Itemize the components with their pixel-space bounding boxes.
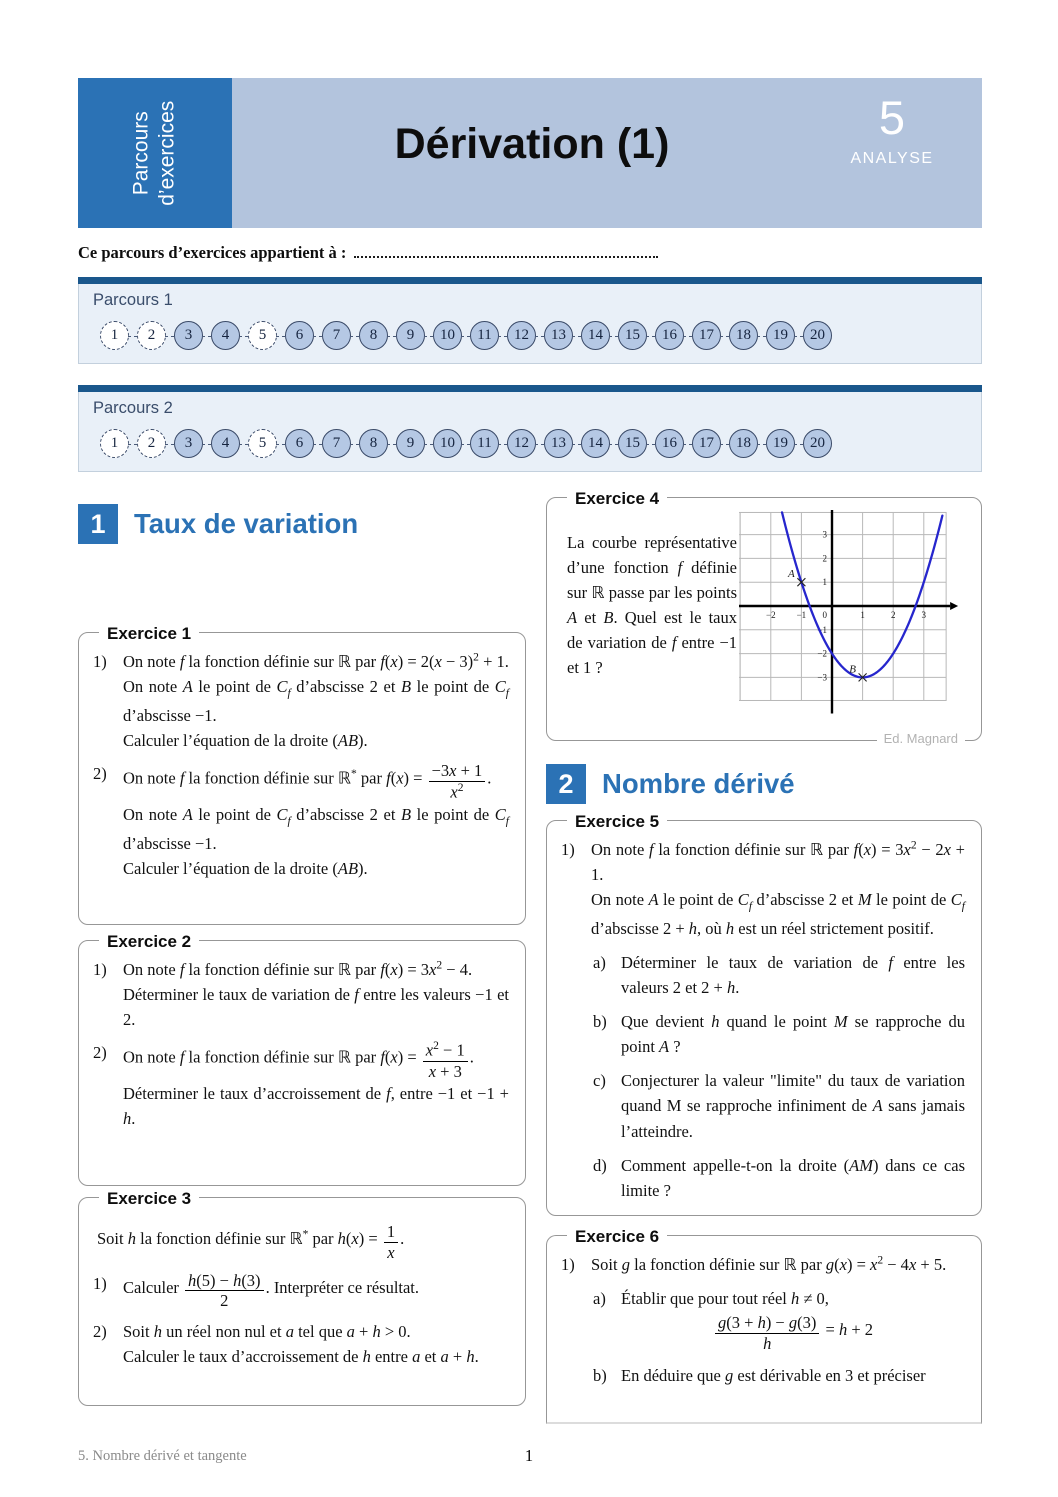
exercise-6-box: [546, 1227, 982, 1424]
exercise-3-box: [78, 1189, 526, 1406]
paragraph: Calculer le taux d’accroissement de h entre a et a + h.: [123, 1347, 479, 1367]
paragraph: Que devient h quand le point M se rapproche du point A ?: [621, 1012, 965, 1057]
svg-text:−3: −3: [817, 672, 827, 683]
svg-text:2: 2: [890, 610, 896, 620]
display-equation: $\frac{g(3 + h) - g(3)}{h}$ = h + 2: [621, 1313, 965, 1354]
paragraph: Établir que pour tout réel h ≠ 0,: [621, 1289, 829, 1309]
svg-text:−2: −2: [817, 648, 827, 659]
belongs-line: [78, 243, 658, 263]
exercise-3-item-1: [93, 1271, 509, 1312]
parcours-step-4: 4: [211, 429, 240, 458]
exercise-2-item-2: [93, 1040, 509, 1131]
parcours-step-11: 11: [470, 321, 499, 350]
item-marker: 1): [93, 1273, 107, 1293]
parcours-step-18: 18: [729, 429, 758, 458]
parcours-step-17: 17: [692, 429, 721, 458]
item-marker: 1): [561, 840, 575, 859]
exercise-4-box: [546, 489, 982, 747]
parcours-1-steps: [100, 321, 832, 350]
publisher-credit: Ed. Magnard: [877, 729, 965, 749]
parcours-step-11: 11: [470, 429, 499, 458]
parcours-step-3: 3: [174, 429, 203, 458]
parcours-step-14: 14: [581, 321, 610, 350]
paragraph: On note A le point de $C_f$ d’abscisse 2 et B le point de $C_f$ d’abscisse −1.: [123, 677, 509, 725]
parcours-step-13: 13: [544, 321, 573, 350]
exercise-3-item-2: [93, 1319, 509, 1369]
exercise-2-item-1: [93, 957, 509, 1032]
section-2-heading: [546, 764, 795, 804]
parcours-step-1: 1: [100, 429, 129, 458]
item-marker: 2): [93, 1322, 107, 1342]
parcours-step-3: 3: [174, 321, 203, 350]
svg-text:B: B: [849, 663, 856, 676]
sub-marker: a): [593, 1289, 606, 1309]
sub-marker: c): [593, 1071, 606, 1091]
section-2-number: 2: [546, 764, 586, 804]
svg-text:−1: −1: [817, 624, 827, 635]
paragraph: Calculer l’équation de la droite (AB).: [123, 859, 368, 879]
exercise-4-text: La courbe représentative d’une fonction f définie sur ℝ passe par les points A et B. Quel est le taux de variation de f entre −1 et 1 ?: [567, 533, 737, 678]
parcours-step-14: 14: [581, 429, 610, 458]
section-1-number: 1: [78, 504, 118, 544]
svg-text:−2: −2: [766, 610, 776, 620]
item-marker: 1): [561, 1255, 575, 1274]
parcours-step-20: 20: [803, 321, 832, 350]
paragraph: On note f la fonction définie sur ℝ par $f(x) = 3x^2 - 4$.: [123, 959, 473, 979]
item-marker: 2): [93, 764, 107, 784]
paragraph: On note f la fonction définie sur ℝ par $f(x) = 2(x - 3)^2 + 1$.: [123, 651, 509, 671]
sub-marker: a): [593, 953, 606, 973]
parcours-step-13: 13: [544, 429, 573, 458]
header-banner: [232, 78, 982, 228]
exercise-1-label: Exercice 1: [99, 621, 199, 647]
paragraph: Déterminer le taux d’accroissement de f, entre −1 et −1 + h.: [123, 1084, 509, 1129]
parcours-step-9: 9: [396, 321, 425, 350]
parcours-step-6: 6: [285, 321, 314, 350]
exercise-2-label: Exercice 2: [99, 929, 199, 955]
footer-section-title: 5. Nombre dérivé et tangente: [78, 1448, 247, 1464]
paragraph: Soit h un réel non nul et a tel que a + h > 0.: [123, 1322, 411, 1342]
chapter-number: 5: [878, 91, 906, 144]
paragraph: Déterminer le taux de variation de f entre les valeurs −1 et 2.: [123, 985, 509, 1030]
parcours-step-2: 2: [137, 429, 166, 458]
exercise-4-label: Exercice 4: [567, 486, 667, 512]
exercise-6-item-1: [561, 1252, 965, 1277]
name-fill-in-line: [354, 243, 658, 258]
svg-text:3: 3: [921, 610, 927, 620]
parcours-step-7: 7: [322, 429, 351, 458]
svg-text:3: 3: [822, 529, 827, 540]
parcours-step-19: 19: [766, 429, 795, 458]
parcours-2-top-bar: [78, 385, 982, 392]
parcours-step-8: 8: [359, 321, 388, 350]
svg-text:2: 2: [822, 553, 827, 564]
section-2-title: Nombre dérivé: [602, 768, 795, 799]
exercise-5-sub-c: [593, 1068, 965, 1143]
exercise-6-sub-a: [593, 1286, 965, 1354]
belongs-label: Ce parcours d’exercices appartient à :: [78, 243, 347, 262]
exercise-5-item-1: [561, 837, 965, 941]
parcours-step-10: 10: [433, 429, 462, 458]
parcours-step-4: 4: [211, 321, 240, 350]
exercise-3-label: Exercice 3: [99, 1186, 199, 1212]
svg-text:1: 1: [860, 610, 865, 620]
parcours-step-5: 5: [248, 321, 277, 350]
exercise-1-item-1: [93, 649, 509, 753]
svg-text:0: 0: [822, 610, 827, 620]
paragraph: Comment appelle-t-on la droite (AM) dans ce cas limite ?: [621, 1155, 965, 1200]
side-label-line2: d’exercices: [155, 100, 179, 206]
parcours-step-6: 6: [285, 429, 314, 458]
parcours-step-19: 19: [766, 321, 795, 350]
paragraph: Calculer $\frac{h(5) - h(3)}{2}$ . Interpréter ce résultat.: [123, 1270, 420, 1311]
paragraph: En déduire que g est dérivable en 3 et préciser: [621, 1365, 926, 1385]
sub-marker: b): [593, 1012, 607, 1032]
paragraph: Calculer l’équation de la droite (AB).: [123, 731, 368, 750]
function-graph: [739, 510, 971, 724]
exercise-5-sub-b: [593, 1009, 965, 1059]
item-marker: 1): [93, 960, 107, 979]
header-side-box: [78, 78, 232, 228]
parcours-1-label: Parcours 1: [93, 291, 173, 309]
parcours-step-9: 9: [396, 429, 425, 458]
parcours-step-1: 1: [100, 321, 129, 350]
parcours-step-15: 15: [618, 429, 647, 458]
parcours-step-18: 18: [729, 321, 758, 350]
parcours-step-16: 16: [655, 321, 684, 350]
parcours-step-10: 10: [433, 321, 462, 350]
parcours-step-17: 17: [692, 321, 721, 350]
page-number: 1: [524, 1446, 534, 1465]
svg-text:−1: −1: [796, 610, 807, 620]
paragraph: On note f la fonction définie sur ℝ par $f(x) = 3x^2 - 2x + 1$.: [591, 839, 965, 885]
parcours-step-7: 7: [322, 321, 351, 350]
parcours-step-5: 5: [248, 429, 277, 458]
exercise-1-item-2: [93, 761, 509, 881]
parcours-step-20: 20: [803, 429, 832, 458]
parcours-2-box: [78, 385, 982, 472]
chapter-domain: ANALYSE: [850, 150, 934, 167]
exercise-5-sub-a: [593, 950, 965, 1000]
page-title: Dérivation (1): [394, 120, 670, 168]
parcours-step-12: 12: [507, 429, 536, 458]
parcours-1-box: [78, 277, 982, 364]
exercise-5-sub-d: [593, 1153, 965, 1203]
parcours-step-12: 12: [507, 321, 536, 350]
paragraph: Conjecturer la valeur "limite" du taux de variation quand M se rapproche infiniment de A sans jamais l’atteindre.: [621, 1071, 965, 1141]
section-1-heading: [78, 504, 358, 544]
paragraph: On note f la fonction définie sur ℝ par f(x) = $\frac{x^2 - 1}{x + 3}$ .: [123, 1040, 474, 1081]
exercise-6-sub-b: [593, 1363, 965, 1388]
exercise-6-label: Exercice 6: [567, 1224, 667, 1250]
section-1-title: Taux de variation: [134, 508, 359, 539]
item-marker: 2): [93, 1043, 107, 1063]
parcours-1-top-bar: [78, 277, 982, 284]
exercise-5-label: Exercice 5: [567, 809, 667, 835]
parcours-step-2: 2: [137, 321, 166, 350]
graph-svg: [739, 510, 971, 724]
svg-text:1: 1: [822, 577, 827, 588]
paragraph: Soit g la fonction définie sur ℝ par $g(x) = x^2 - 4x + 5$.: [591, 1254, 947, 1274]
parcours-step-15: 15: [618, 321, 647, 350]
paragraph: On note A le point de $C_f$ d’abscisse 2 et B le point de $C_f$ d’abscisse −1.: [123, 805, 509, 854]
exercise-2-box: [78, 932, 526, 1186]
exercise-5-box: [546, 812, 982, 1216]
exercise-1-box: [78, 624, 526, 925]
paragraph: On note f la fonction définie sur ℝ* par f(x) = $\frac{-3x + 1}{x^2}$ .: [123, 761, 492, 802]
side-label-line1: Parcours: [129, 110, 153, 196]
paragraph: On note A le point de $C_f$ d’abscisse 2 et M le point de $C_f$ d’abscisse 2 + h, où h est un réel strictement positif.: [591, 890, 966, 938]
parcours-2-steps: [100, 429, 832, 458]
parcours-step-8: 8: [359, 429, 388, 458]
paragraph: Déterminer le taux de variation de f entre les valeurs 2 et 2 + h.: [621, 953, 965, 998]
parcours-2-label: Parcours 2: [93, 399, 173, 417]
parcours-step-16: 16: [655, 429, 684, 458]
svg-text:A: A: [788, 568, 795, 581]
sub-marker: b): [593, 1365, 607, 1385]
sub-marker: d): [593, 1155, 607, 1175]
exercise-3-intro: Soit h la fonction définie sur ℝ* par h(x) = $\frac{1}{x}$ .: [97, 1222, 405, 1262]
header-side-label: [129, 100, 182, 205]
item-marker: 1): [93, 652, 107, 671]
